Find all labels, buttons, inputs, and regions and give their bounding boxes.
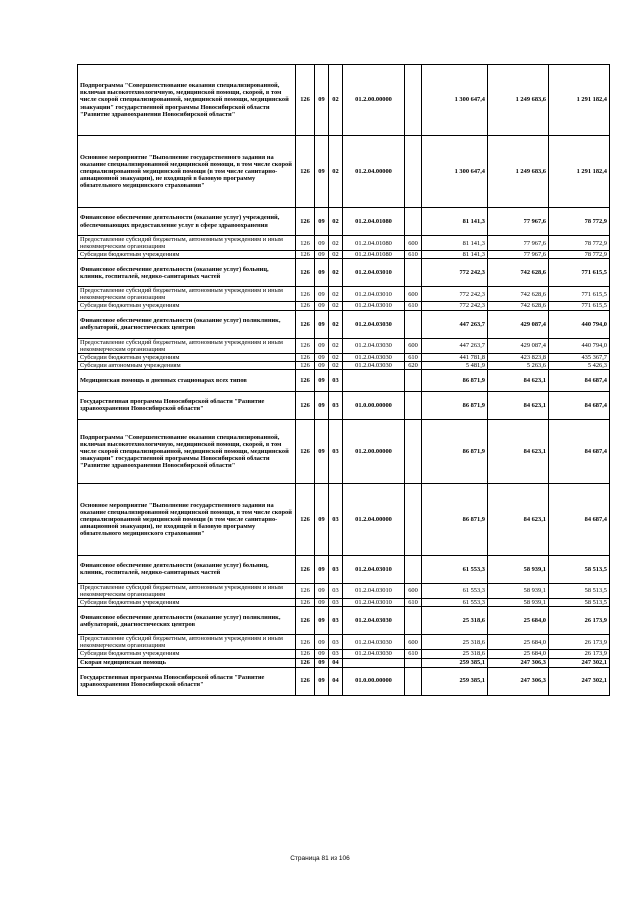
cell-amount-1: 61 553,3 <box>422 555 488 583</box>
cell-vr: 610 <box>405 251 422 259</box>
cell-amount-3: 58 513,5 <box>549 599 610 607</box>
cell-name: Основное мероприятие "Выполнение государственного задания на оказание специализированной медицинской помощи, в том числе скорой специализированной медицинской помощи (в том числе санитарно-авиационной эвакуации), не входящей в базовую программу обязательного медицинского страхования" <box>78 483 296 555</box>
cell-rz: 09 <box>315 65 329 136</box>
table-row <box>78 251 610 259</box>
cell-rz: 09 <box>315 251 329 259</box>
cell-rz: 09 <box>315 607 329 635</box>
cell-rz: 09 <box>315 667 329 695</box>
cell-pr: 02 <box>329 361 343 369</box>
cell-amount-1: 25 318,6 <box>422 607 488 635</box>
table-row <box>78 287 610 302</box>
cell-csr <box>343 658 405 667</box>
cell-amount-2: 423 823,8 <box>488 353 549 361</box>
cell-amount-3: 1 291 182,4 <box>549 136 610 208</box>
cell-rz: 09 <box>315 353 329 361</box>
cell-amount-3: 440 794,0 <box>549 310 610 338</box>
cell-rz: 09 <box>315 338 329 353</box>
cell-pr: 02 <box>329 236 343 251</box>
cell-amount-3: 84 687,4 <box>549 369 610 391</box>
cell-amount-2: 58 939,1 <box>488 599 549 607</box>
table-row <box>78 65 610 136</box>
table-row <box>78 353 610 361</box>
cell-pr: 02 <box>329 208 343 236</box>
cell-ved: 126 <box>296 208 315 236</box>
cell-amount-1: 772 242,3 <box>422 287 488 302</box>
cell-rz: 09 <box>315 650 329 658</box>
cell-name: Субсидии бюджетным учреждениям <box>78 251 296 259</box>
cell-vr: 610 <box>405 650 422 658</box>
cell-rz: 09 <box>315 635 329 650</box>
cell-rz: 09 <box>315 555 329 583</box>
cell-name: Скорая медицинская помощь <box>78 658 296 667</box>
table-row <box>78 338 610 353</box>
table-row <box>78 635 610 650</box>
cell-pr: 03 <box>329 391 343 419</box>
cell-csr <box>343 369 405 391</box>
cell-amount-1: 5 481,9 <box>422 361 488 369</box>
cell-csr: 01.2.04.03010 <box>343 555 405 583</box>
cell-amount-3: 771 615,5 <box>549 287 610 302</box>
cell-ved: 126 <box>296 338 315 353</box>
cell-amount-1: 1 300 647,4 <box>422 65 488 136</box>
cell-amount-1: 447 263,7 <box>422 310 488 338</box>
cell-ved: 126 <box>296 607 315 635</box>
cell-csr: 01.2.04.03010 <box>343 583 405 598</box>
cell-name: Предоставление субсидий бюджетным, автономным учреждениям и иным некоммерческим организациям <box>78 583 296 598</box>
cell-ved: 126 <box>296 236 315 251</box>
cell-name: Субсидии бюджетным учреждениям <box>78 302 296 310</box>
cell-amount-1: 1 300 647,4 <box>422 136 488 208</box>
cell-name: Субсидии бюджетным учреждениям <box>78 353 296 361</box>
cell-rz: 09 <box>315 287 329 302</box>
cell-csr: 01.2.04.03010 <box>343 287 405 302</box>
table-row <box>78 136 610 208</box>
cell-amount-2: 5 263,6 <box>488 361 549 369</box>
cell-amount-2: 84 623,1 <box>488 419 549 483</box>
cell-amount-2: 58 939,1 <box>488 583 549 598</box>
table-row <box>78 236 610 251</box>
cell-name: Финансовое обеспечение деятельности (оказание услуг) учреждений, обеспечивающих предоставление услуг в сфере здравоохранения <box>78 208 296 236</box>
cell-amount-3: 26 173,9 <box>549 650 610 658</box>
cell-name: Финансовое обеспечение деятельности (оказание услуг) больниц, клиник, госпиталей, медико-санитарных частей <box>78 555 296 583</box>
cell-vr: 600 <box>405 338 422 353</box>
cell-vr <box>405 667 422 695</box>
cell-csr: 01.0.00.00000 <box>343 391 405 419</box>
table-row <box>78 208 610 236</box>
table-row <box>78 483 610 555</box>
cell-name: Государственная программа Новосибирской области "Развитие здравоохранения Новосибирской области" <box>78 667 296 695</box>
cell-amount-3: 440 794,0 <box>549 338 610 353</box>
cell-rz: 09 <box>315 259 329 287</box>
cell-name: Финансовое обеспечение деятельности (оказание услуг) больниц, клиник, госпиталей, медико-санитарных частей <box>78 259 296 287</box>
cell-name: Предоставление субсидий бюджетным, автономным учреждениям и иным некоммерческим организациям <box>78 287 296 302</box>
cell-vr: 600 <box>405 287 422 302</box>
cell-rz: 09 <box>315 302 329 310</box>
cell-pr: 03 <box>329 607 343 635</box>
cell-vr <box>405 419 422 483</box>
cell-amount-3: 58 513,5 <box>549 583 610 598</box>
cell-amount-2: 77 967,6 <box>488 251 549 259</box>
cell-amount-1: 86 871,9 <box>422 483 488 555</box>
cell-csr: 01.2.04.03030 <box>343 650 405 658</box>
cell-csr: 01.2.04.00000 <box>343 483 405 555</box>
cell-rz: 09 <box>315 658 329 667</box>
cell-amount-3: 78 772,9 <box>549 208 610 236</box>
cell-vr: 620 <box>405 361 422 369</box>
cell-vr <box>405 208 422 236</box>
cell-ved: 126 <box>296 353 315 361</box>
cell-rz: 09 <box>315 369 329 391</box>
cell-rz: 09 <box>315 599 329 607</box>
cell-ved: 126 <box>296 555 315 583</box>
cell-name: Медицинская помощь в дневных стационарах всех типов <box>78 369 296 391</box>
cell-ved: 126 <box>296 302 315 310</box>
cell-amount-3: 26 173,9 <box>549 607 610 635</box>
cell-amount-2: 84 623,1 <box>488 369 549 391</box>
cell-pr: 02 <box>329 310 343 338</box>
cell-ved: 126 <box>296 391 315 419</box>
cell-rz: 09 <box>315 136 329 208</box>
cell-csr: 01.2.00.00000 <box>343 65 405 136</box>
table-row <box>78 361 610 369</box>
cell-pr: 03 <box>329 583 343 598</box>
cell-name: Финансовое обеспечение деятельности (оказание услуг) поликлиник, амбулаторий, диагностических центров <box>78 310 296 338</box>
cell-amount-1: 81 141,3 <box>422 236 488 251</box>
cell-ved: 126 <box>296 361 315 369</box>
cell-pr: 02 <box>329 251 343 259</box>
cell-name: Субсидии бюджетным учреждениям <box>78 650 296 658</box>
cell-rz: 09 <box>315 208 329 236</box>
cell-amount-2: 247 306,3 <box>488 667 549 695</box>
cell-ved: 126 <box>296 658 315 667</box>
cell-vr: 610 <box>405 353 422 361</box>
cell-vr <box>405 310 422 338</box>
cell-vr: 600 <box>405 236 422 251</box>
cell-pr: 03 <box>329 635 343 650</box>
cell-ved: 126 <box>296 650 315 658</box>
cell-name: Субсидии бюджетным учреждениям <box>78 599 296 607</box>
cell-name: Основное мероприятие "Выполнение государственного задания на оказание специализированной медицинской помощи, в том числе скорой специализированной медицинской помощи (в том числе санитарно-авиационной эвакуации), не входящей в базовую программу обязательного медицинского страхования" <box>78 136 296 208</box>
cell-csr: 01.2.04.01080 <box>343 236 405 251</box>
cell-vr <box>405 391 422 419</box>
cell-pr: 02 <box>329 287 343 302</box>
cell-amount-3: 771 615,5 <box>549 302 610 310</box>
cell-amount-1: 81 141,3 <box>422 208 488 236</box>
cell-rz: 09 <box>315 310 329 338</box>
cell-amount-2: 84 623,1 <box>488 391 549 419</box>
table-row <box>78 607 610 635</box>
cell-amount-2: 429 087,4 <box>488 310 549 338</box>
cell-vr <box>405 607 422 635</box>
cell-amount-3: 84 687,4 <box>549 483 610 555</box>
cell-ved: 126 <box>296 635 315 650</box>
cell-name: Подпрограмма "Совершенствование оказания специализированной, включая высокотехнологичную, медицинской помощи, скорой, в том числе скорой специализированной, медицинской помощи, медицинской эвакуации" государственной программы Новосибирской области "Развитие здравоохранения Новосибирской области" <box>78 65 296 136</box>
cell-csr: 01.2.04.03030 <box>343 338 405 353</box>
cell-name: Предоставление субсидий бюджетным, автономным учреждениям и иным некоммерческим организациям <box>78 236 296 251</box>
table-row <box>78 555 610 583</box>
cell-amount-1: 441 781,8 <box>422 353 488 361</box>
cell-csr: 01.0.00.00000 <box>343 667 405 695</box>
cell-vr <box>405 483 422 555</box>
cell-amount-1: 86 871,9 <box>422 419 488 483</box>
cell-amount-2: 247 306,3 <box>488 658 549 667</box>
cell-pr: 03 <box>329 419 343 483</box>
table-row <box>78 599 610 607</box>
cell-csr: 01.2.04.03010 <box>343 259 405 287</box>
cell-amount-2: 58 939,1 <box>488 555 549 583</box>
cell-amount-3: 78 772,9 <box>549 236 610 251</box>
cell-ved: 126 <box>296 259 315 287</box>
cell-csr: 01.2.04.03030 <box>343 607 405 635</box>
cell-name: Государственная программа Новосибирской области "Развитие здравоохранения Новосибирской области" <box>78 391 296 419</box>
cell-ved: 126 <box>296 65 315 136</box>
cell-amount-2: 742 628,6 <box>488 287 549 302</box>
cell-rz: 09 <box>315 483 329 555</box>
cell-name: Финансовое обеспечение деятельности (оказание услуг) поликлиник, амбулаторий, диагностических центров <box>78 607 296 635</box>
cell-rz: 09 <box>315 419 329 483</box>
cell-pr: 03 <box>329 650 343 658</box>
cell-amount-3: 1 291 182,4 <box>549 65 610 136</box>
cell-amount-3: 84 687,4 <box>549 391 610 419</box>
table-row <box>78 391 610 419</box>
cell-amount-3: 247 302,1 <box>549 667 610 695</box>
cell-csr: 01.2.04.01080 <box>343 208 405 236</box>
cell-vr: 600 <box>405 583 422 598</box>
cell-amount-3: 84 687,4 <box>549 419 610 483</box>
cell-vr <box>405 136 422 208</box>
table-row <box>78 583 610 598</box>
cell-vr: 610 <box>405 302 422 310</box>
cell-amount-2: 1 249 683,6 <box>488 65 549 136</box>
cell-ved: 126 <box>296 310 315 338</box>
cell-amount-2: 25 684,0 <box>488 607 549 635</box>
cell-ved: 126 <box>296 667 315 695</box>
cell-pr: 02 <box>329 353 343 361</box>
table-row <box>78 302 610 310</box>
cell-vr <box>405 259 422 287</box>
table-row <box>78 667 610 695</box>
cell-ved: 126 <box>296 136 315 208</box>
table-row <box>78 419 610 483</box>
cell-vr <box>405 65 422 136</box>
table-row <box>78 369 610 391</box>
cell-amount-3: 78 772,9 <box>549 251 610 259</box>
cell-amount-3: 5 426,3 <box>549 361 610 369</box>
cell-csr: 01.2.04.03030 <box>343 361 405 369</box>
cell-amount-2: 25 684,0 <box>488 650 549 658</box>
page-footer: Страница 81 из 106 <box>290 855 350 862</box>
cell-rz: 09 <box>315 391 329 419</box>
budget-table-body <box>78 65 610 696</box>
cell-pr: 02 <box>329 338 343 353</box>
cell-rz: 09 <box>315 361 329 369</box>
cell-amount-1: 772 242,3 <box>422 259 488 287</box>
cell-vr <box>405 555 422 583</box>
cell-amount-2: 742 628,6 <box>488 302 549 310</box>
cell-ved: 126 <box>296 251 315 259</box>
cell-amount-1: 25 318,6 <box>422 650 488 658</box>
cell-ved: 126 <box>296 483 315 555</box>
cell-rz: 09 <box>315 583 329 598</box>
cell-amount-1: 61 553,3 <box>422 599 488 607</box>
table-row <box>78 650 610 658</box>
cell-amount-2: 429 087,4 <box>488 338 549 353</box>
table-row <box>78 658 610 667</box>
cell-amount-1: 86 871,9 <box>422 369 488 391</box>
cell-amount-3: 58 513,5 <box>549 555 610 583</box>
table-row <box>78 259 610 287</box>
cell-rz: 09 <box>315 236 329 251</box>
cell-ved: 126 <box>296 599 315 607</box>
cell-ved: 126 <box>296 287 315 302</box>
cell-pr: 03 <box>329 599 343 607</box>
cell-amount-1: 447 263,7 <box>422 338 488 353</box>
cell-pr: 02 <box>329 136 343 208</box>
cell-name: Предоставление субсидий бюджетным, автономным учреждениям и иным некоммерческим организациям <box>78 635 296 650</box>
cell-vr: 600 <box>405 635 422 650</box>
cell-amount-3: 247 302,1 <box>549 658 610 667</box>
cell-amount-1: 81 141,3 <box>422 251 488 259</box>
cell-ved: 126 <box>296 419 315 483</box>
cell-ved: 126 <box>296 369 315 391</box>
cell-amount-2: 25 684,0 <box>488 635 549 650</box>
cell-vr: 610 <box>405 599 422 607</box>
cell-csr: 01.2.04.00000 <box>343 136 405 208</box>
cell-amount-3: 26 173,9 <box>549 635 610 650</box>
cell-amount-1: 259 385,1 <box>422 658 488 667</box>
cell-csr: 01.2.04.03030 <box>343 353 405 361</box>
cell-pr: 04 <box>329 667 343 695</box>
cell-amount-1: 86 871,9 <box>422 391 488 419</box>
cell-pr: 04 <box>329 658 343 667</box>
cell-pr: 02 <box>329 259 343 287</box>
budget-table <box>77 64 610 696</box>
cell-name: Подпрограмма "Совершенствование оказания специализированной, включая высокотехнологичную, медицинской помощи, скорой, в том числе скорой специализированной, медицинской помощи, медицинской эвакуации" государственной программы Новосибирской области "Развитие здравоохранения Новосибирской области" <box>78 419 296 483</box>
cell-amount-1: 25 318,6 <box>422 635 488 650</box>
cell-amount-3: 771 615,5 <box>549 259 610 287</box>
cell-vr <box>405 658 422 667</box>
cell-amount-2: 742 628,6 <box>488 259 549 287</box>
cell-amount-2: 77 967,6 <box>488 208 549 236</box>
cell-pr: 03 <box>329 369 343 391</box>
cell-ved: 126 <box>296 583 315 598</box>
cell-amount-2: 84 623,1 <box>488 483 549 555</box>
cell-csr: 01.2.04.03010 <box>343 302 405 310</box>
cell-name: Субсидии автономным учреждениям <box>78 361 296 369</box>
cell-csr: 01.2.04.03030 <box>343 310 405 338</box>
cell-csr: 01.2.04.03030 <box>343 635 405 650</box>
cell-amount-1: 772 242,3 <box>422 302 488 310</box>
cell-csr: 01.2.04.03010 <box>343 599 405 607</box>
cell-pr: 02 <box>329 302 343 310</box>
table-row <box>78 310 610 338</box>
cell-amount-1: 61 553,3 <box>422 583 488 598</box>
cell-vr <box>405 369 422 391</box>
cell-name: Предоставление субсидий бюджетным, автономным учреждениям и иным некоммерческим организациям <box>78 338 296 353</box>
cell-csr: 01.2.04.01080 <box>343 251 405 259</box>
cell-amount-3: 435 367,7 <box>549 353 610 361</box>
cell-amount-2: 77 967,6 <box>488 236 549 251</box>
cell-amount-2: 1 249 683,6 <box>488 136 549 208</box>
cell-amount-1: 259 385,1 <box>422 667 488 695</box>
cell-pr: 02 <box>329 65 343 136</box>
cell-pr: 03 <box>329 555 343 583</box>
cell-pr: 03 <box>329 483 343 555</box>
cell-csr: 01.2.00.00000 <box>343 419 405 483</box>
